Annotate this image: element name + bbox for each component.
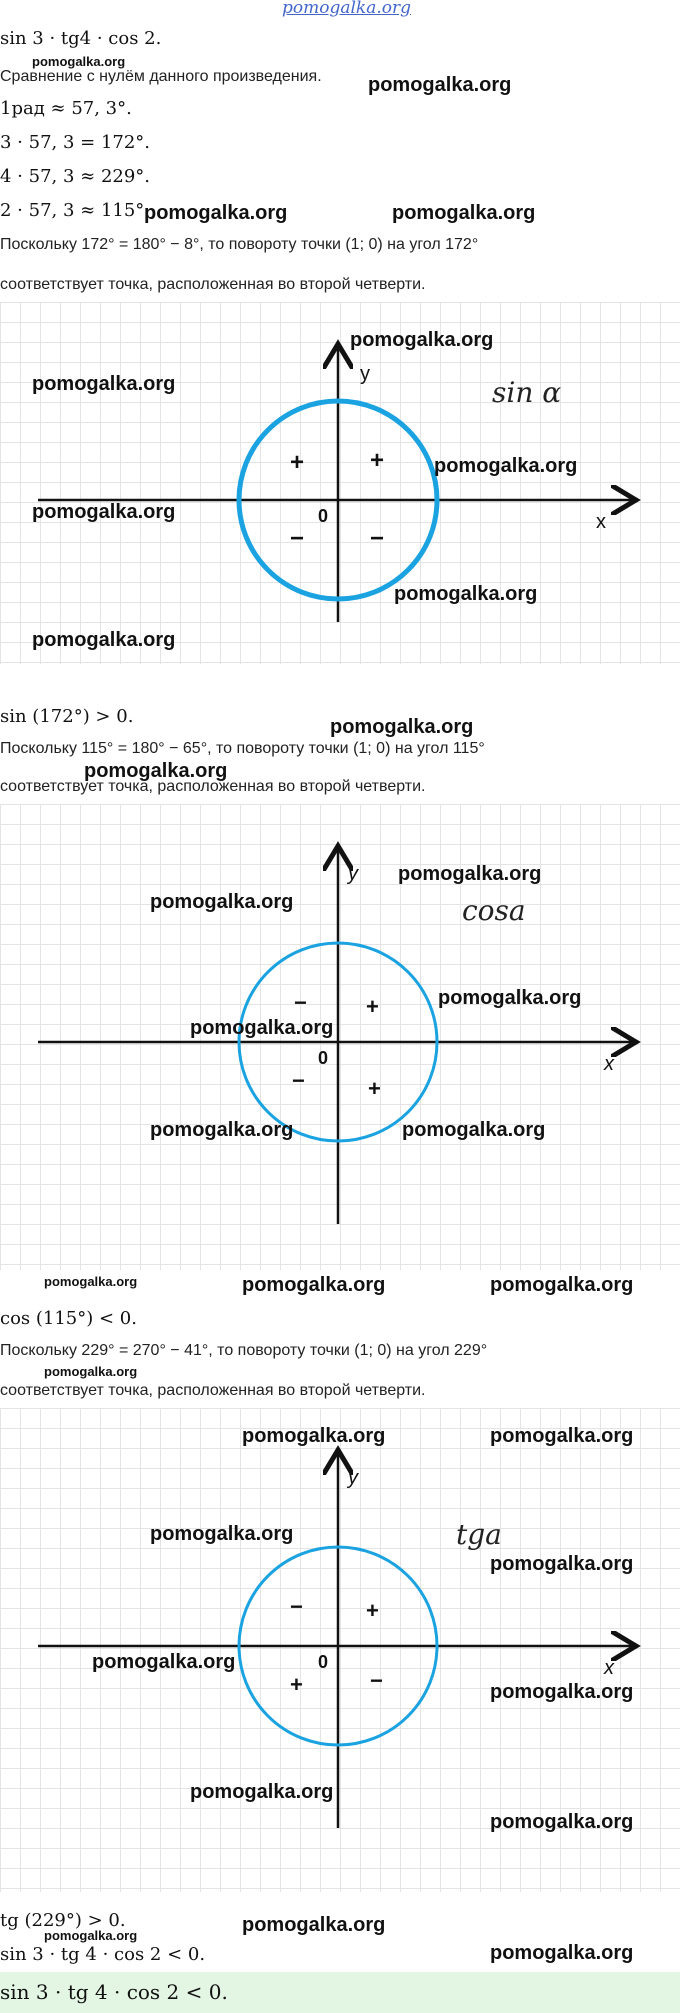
answer-text: sin 3 · tg 4 · cos 2 < 0. [0, 1980, 228, 2004]
function-label: cosa [462, 894, 526, 927]
watermark: pomogalka.org [32, 373, 176, 395]
reason-line-2: Поскольку 115° = 180° − 65°, то повороту точки (1; 0) на угол 115° [0, 740, 485, 757]
watermark: pomogalka.org [150, 891, 294, 913]
function-label: sin α [492, 376, 562, 409]
watermark: pomogalka.org [394, 583, 538, 605]
watermark: pomogalka.org [368, 74, 512, 96]
calc-line-3: 2 · 57, 3 ≈ 115° [0, 200, 145, 221]
sign-q2: − [290, 1594, 303, 1619]
origin-label: 0 [318, 506, 329, 526]
sign-q2: − [294, 990, 307, 1015]
expression-line: sin 3 · tg4 · cos 2. [0, 28, 162, 49]
result-line-2: cos (115°) < 0. [0, 1308, 137, 1329]
watermark: pomogalka.org [150, 1523, 294, 1545]
conclusion-line: sin 3 · tg 4 · cos 2 < 0. [0, 1944, 206, 1965]
reason-line-1b: соответствует точка, расположенная во второй четверти. [0, 276, 426, 293]
unit-circle-svg [0, 804, 680, 1270]
y-axis-label: y [360, 363, 370, 385]
watermark: pomogalka.org [490, 1942, 634, 1964]
watermark: pomogalka.org [330, 716, 474, 738]
unit-circle-figure-sin [0, 302, 680, 664]
x-axis-label: x [604, 1657, 614, 1679]
watermark: pomogalka.org [490, 1681, 634, 1703]
sign-q1: + [366, 994, 379, 1019]
watermark: pomogalka.org [44, 1928, 138, 1943]
watermark: pomogalka.org [242, 1425, 386, 1447]
watermark: pomogalka.org [84, 760, 228, 782]
unit-circle-figure-cos [0, 804, 680, 1270]
watermark: pomogalka.org [438, 987, 582, 1009]
watermark: pomogalka.org [490, 1425, 634, 1447]
calc-line-1: 3 · 57, 3 = 172°. [0, 132, 151, 153]
y-axis-label: y [348, 1467, 358, 1489]
watermark: pomogalka.org [92, 1651, 236, 1673]
radian-line: 1рад ≈ 57, 3°. [0, 98, 132, 119]
watermark: pomogalka.org [44, 1364, 138, 1379]
sign-q3: + [290, 1672, 303, 1697]
watermark: pomogalka.org [242, 1914, 386, 1936]
sign-q4: + [368, 1076, 381, 1101]
watermark: pomogalka.org [32, 501, 176, 523]
watermark: pomogalka.org [32, 629, 176, 651]
watermark: pomogalka.org [32, 54, 126, 69]
watermark: pomogalka.org [44, 1274, 138, 1289]
watermark: pomogalka.org [490, 1811, 634, 1833]
function-label: tga [456, 1518, 502, 1551]
sign-q1: + [370, 447, 385, 474]
watermark: pomogalka.org [190, 1781, 334, 1803]
calc-line-2: 4 · 57, 3 ≈ 229°. [0, 166, 151, 187]
origin-label: 0 [318, 1652, 329, 1672]
watermark: pomogalka.org [434, 455, 578, 477]
sign-q3: − [290, 525, 305, 552]
watermark: pomogalka.org [402, 1119, 546, 1141]
watermark: pomogalka.org [490, 1553, 634, 1575]
x-axis-label: x [596, 511, 606, 533]
watermark: pomogalka.org [490, 1274, 634, 1296]
y-axis-label: y [348, 863, 358, 885]
x-axis-label: x [604, 1053, 614, 1075]
sign-q3: − [292, 1068, 305, 1093]
reason-line-1: Поскольку 172° = 180° − 8°, то повороту точки (1; 0) на угол 172° [0, 236, 479, 253]
unit-circle-svg [0, 1408, 680, 1892]
watermark: pomogalka.org [242, 1274, 386, 1296]
sign-q4: − [370, 1668, 383, 1693]
sign-q1: + [366, 1598, 379, 1623]
watermark: pomogalka.org [144, 202, 288, 224]
watermark: pomogalka.org [350, 329, 494, 351]
unit-circle-figure-tg [0, 1408, 680, 1892]
site-logo[interactable]: pomogalka.org [282, 0, 412, 18]
reason-line-3b: соответствует точка, расположенная во второй четверти. [0, 1382, 426, 1399]
origin-label: 0 [318, 1048, 329, 1068]
intro-line: Сравнение с нулём данного произведения. [0, 68, 322, 85]
watermark: pomogalka.org [190, 1017, 334, 1039]
result-line-3: tg (229°) > 0. [0, 1910, 126, 1931]
answer-box [0, 1972, 680, 2013]
reason-line-2b: соответствует точка, расположенная во второй четверти. [0, 778, 426, 795]
reason-line-3: Поскольку 229° = 270° − 41°, то повороту точки (1; 0) на угол 229° [0, 1342, 488, 1359]
sign-q4: − [370, 525, 385, 552]
result-line-1: sin (172°) > 0. [0, 706, 134, 727]
unit-circle-svg [0, 302, 680, 664]
sign-q2: + [290, 449, 305, 476]
watermark: pomogalka.org [392, 202, 536, 224]
watermark: pomogalka.org [150, 1119, 294, 1141]
watermark: pomogalka.org [398, 863, 542, 885]
